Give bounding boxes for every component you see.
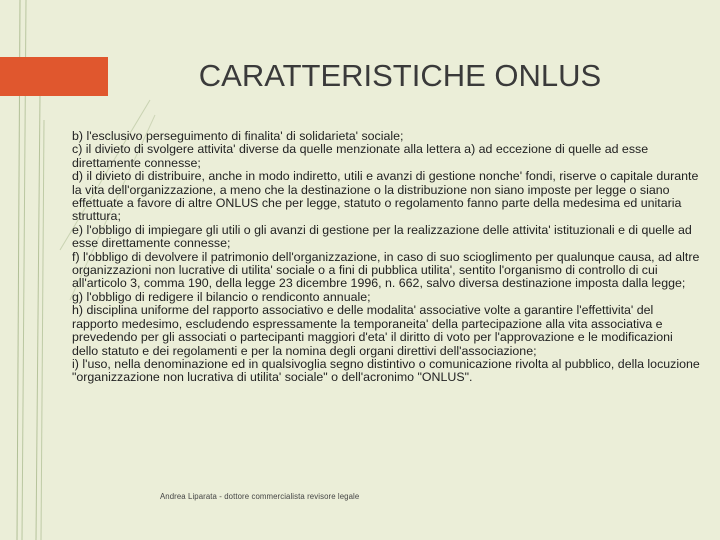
slide-body bbox=[72, 130, 702, 385]
paragraph-d: d) il divieto di distribuire, anche in modo indiretto, utili e avanzi di gestione nonche' fondi, riserve o capitale durante la vita dell'organizzazione, a meno che la destinazione o la distribuzione non siano imposte per legge o siano effettuate a favore di altre ONLUS che per legge, statuto o regolamento fanno parte della medesima ed unitaria struttura; bbox=[72, 169, 699, 224]
paragraph-f: f) l'obbligo di devolvere il patrimonio dell'organizzazione, in caso di suo scioglimento per qualunque causa, ad altre organizzazioni non lucrative di utilita' sociale o a fini di pubblica utilita', sentito l'organismo di controllo di cui all'articolo 3, comma 190, della legge 23 dicembre 1996, n. 662, salvo diversa destinazione imposta dalla legge; bbox=[72, 249, 700, 291]
paragraph-e: e) l'obbligo di impiegare gli utili o gli avanzi di gestione per la realizzazione delle attivita' istituzionali e di quelle ad esse direttamente connesse; bbox=[72, 222, 692, 251]
paragraph-b: b) l'esclusivo perseguimento di finalita' di solidarieta' sociale; bbox=[72, 129, 404, 143]
paragraph-i: i) l'uso, nella denominazione ed in qualsivoglia segno distintivo o comunicazione rivolta al pubblico, della locuzione "organizzazione non lucrativa di utilita' sociale" o dell'acronimo "ONLUS". bbox=[72, 356, 700, 385]
slide-title: CARATTERISTICHE ONLUS bbox=[198, 58, 602, 93]
paragraph-g: g) l'obbligo di redigere il bilancio o rendiconto annuale; bbox=[72, 289, 371, 304]
paragraph-c: c) il divieto di svolgere attivita' diverse da quelle menzionate alla lettera a) ad eccezione di quelle ad esse direttamente connesse; bbox=[72, 142, 649, 170]
paragraph-h: h) disciplina uniforme del rapporto associativo e delle modalita' associative volte a garantire l'effettivita' del rapporto medesimo, escludendo espressamente la temporaneita' della partecipazione alla vita associativa e prevedendo per gli associati o partecipanti maggiori d'eta' il diritto di voto per l'approvazione e le modificazioni dello statuto e dei regolamenti e per la nomina degli organi direttivi dell'associazione; bbox=[72, 303, 673, 358]
title-accent-bar bbox=[0, 57, 108, 96]
slide-footer: Andrea Liparata - dottore commercialista revisore legale bbox=[160, 492, 360, 501]
